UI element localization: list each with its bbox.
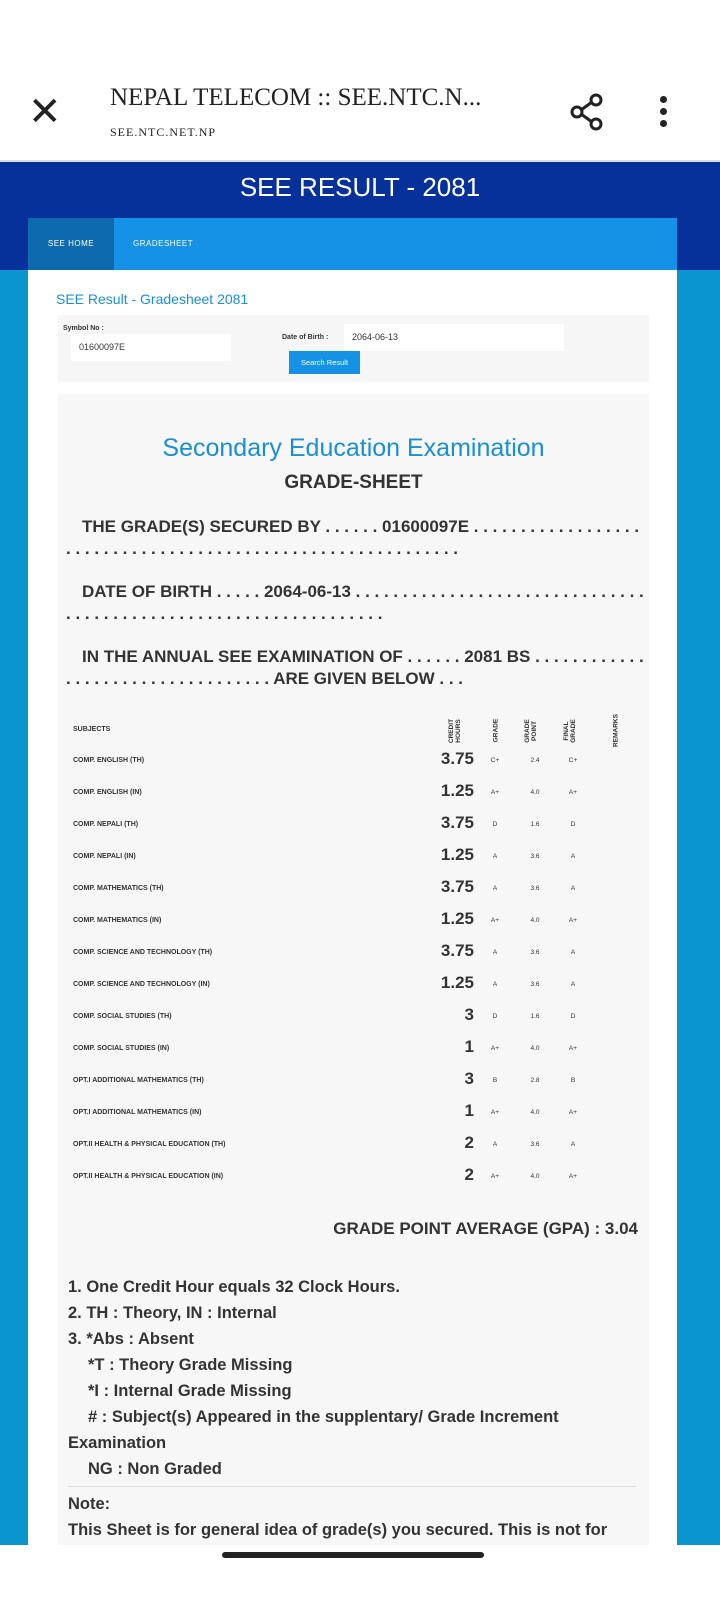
grade-point: 4.0: [530, 789, 540, 796]
final-grade: A: [570, 1141, 576, 1148]
grade-point: 4.0: [530, 1109, 540, 1116]
final-grade: B: [570, 1077, 576, 1084]
grade-point: 1.6: [530, 821, 540, 828]
subject-name: OPT.I ADDITIONAL MATHEMATICS (IN): [73, 1109, 202, 1116]
subject-name: COMP. SOCIAL STUDIES (TH): [73, 1013, 172, 1020]
grade: A: [492, 1141, 498, 1148]
table-row: [58, 778, 649, 810]
close-icon[interactable]: ✕: [28, 90, 62, 134]
note-text: This Sheet is for general idea of grade(s) you secured. This is not for: [68, 1521, 608, 1539]
page-title: NEPAL TELECOM :: SEE.NTC.N...: [110, 84, 482, 111]
grade-point: 4.0: [530, 1173, 540, 1180]
subject-name: COMP. MATHEMATICS (IN): [73, 917, 162, 924]
subject-name: COMP. MATHEMATICS (TH): [73, 885, 164, 892]
section-title: SEE Result - Gradesheet 2081: [56, 291, 249, 307]
grade: C+: [490, 757, 500, 764]
note-item: Examination: [68, 1434, 167, 1452]
secured-by-line: THE GRADE(S) SECURED BY . . . . . . 01600097E . . . . . . . . . . . . . . . . . . . . . . . . . . . . . . . . . . . . . . . . . . . . . . . . . . . . . . . . . . . .: [66, 517, 640, 558]
subject-name: COMP. SCIENCE AND TECHNOLOGY (IN): [73, 981, 210, 988]
final-grade: D: [570, 1013, 576, 1020]
subject-name: COMP. SCIENCE AND TECHNOLOGY (TH): [73, 949, 213, 956]
nav-bar: [28, 218, 677, 270]
table-row: [58, 906, 649, 938]
table-row: [58, 1162, 649, 1194]
subject-name: OPT.II HEALTH & PHYSICAL EDUCATION (TH): [73, 1141, 226, 1148]
nav-gradesheet[interactable]: GRADESHEET: [133, 239, 194, 248]
grade: A: [492, 981, 498, 988]
table-row: [58, 1034, 649, 1066]
symbol-input[interactable]: 01600097E: [71, 334, 231, 361]
credit-hours: 3.75: [440, 941, 474, 960]
subject-name: COMP. SOCIAL STUDIES (IN): [73, 1045, 170, 1052]
grade: B: [492, 1077, 498, 1084]
final-grade: A: [570, 853, 576, 860]
final-grade: A: [570, 885, 576, 892]
table-row: [58, 1066, 649, 1098]
grade: A+: [490, 1109, 500, 1116]
grade-point: 3.6: [530, 981, 540, 988]
subject-name: COMP. ENGLISH (TH): [73, 757, 145, 764]
symbol-label: Symbol No :: [63, 325, 104, 332]
table-row: [58, 1098, 649, 1130]
credit-hours: 2: [464, 1165, 474, 1184]
final-grade: A: [570, 949, 576, 956]
notes: [68, 1274, 628, 1482]
credit-hours: 1: [464, 1101, 474, 1120]
note-item: # : Subject(s) Appeared in the supplentary/ Grade Increment: [88, 1408, 559, 1426]
subject-name: OPT.II HEALTH & PHYSICAL EDUCATION (IN): [73, 1173, 224, 1180]
table-row: [58, 938, 649, 970]
final-grade: A+: [568, 789, 578, 796]
grade-point: 1.6: [530, 1013, 540, 1020]
subject-name: COMP. NEPALI (TH): [73, 821, 139, 828]
home-gesture-handle[interactable]: [222, 1552, 484, 1558]
grade: D: [492, 1013, 498, 1020]
gpa: GRADE POINT AVERAGE (GPA) : 3.04: [333, 1219, 638, 1238]
grade: D: [492, 821, 498, 828]
note-item: 1. One Credit Hour equals 32 Clock Hours.: [68, 1278, 400, 1296]
grade: A: [492, 949, 498, 956]
credit-hours: 3.75: [440, 749, 474, 768]
note-item: *T : Theory Grade Missing: [88, 1356, 293, 1374]
exam-line: IN THE ANNUAL SEE EXAMINATION OF . . . . . . 2081 BS . . . . . . . . . . . . . . . . . . . . . . . . . . . . . . . . . . ARE GIVEN BELOW . . .: [66, 647, 644, 688]
note-item: NG : Non Graded: [88, 1460, 222, 1478]
table-row: [58, 842, 649, 874]
final-grade: A+: [568, 1109, 578, 1116]
credit-hours: 3: [464, 1069, 474, 1088]
grade: A+: [490, 789, 500, 796]
more-options-icon[interactable]: [660, 96, 668, 132]
col-grade: GRADE: [492, 718, 500, 743]
table-row: [58, 1130, 649, 1162]
final-grade: D: [570, 821, 576, 828]
dob-input[interactable]: 2064-06-13: [344, 324, 564, 351]
grade-point: 3.6: [530, 1141, 540, 1148]
search-result-button[interactable]: Search Result: [289, 351, 360, 374]
page-url: SEE.NTC.NET.NP: [110, 125, 217, 139]
grade: A: [492, 853, 498, 860]
grade-point: 4.0: [530, 1045, 540, 1052]
note-item: 2. TH : Theory, IN : Internal: [68, 1304, 277, 1322]
credit-hours: 1.25: [440, 781, 474, 800]
subject-name: COMP. ENGLISH (IN): [73, 789, 142, 796]
col-remarks: REMARKS: [612, 714, 620, 747]
table-row: [58, 810, 649, 842]
gradesheet-heading: GRADE-SHEET: [284, 472, 423, 493]
dob-line: DATE OF BIRTH . . . . . 2064-06-13 . . . . . . . . . . . . . . . . . . . . . . . . . . . . . . . . . . . . . . . . . . . . . . . . . . . . . . . . . . . . . . . . .: [66, 582, 644, 623]
final-grade: A+: [568, 1045, 578, 1052]
col-final-grade: FINAL GRADE: [563, 719, 577, 743]
grade-point: 2.8: [530, 1077, 540, 1084]
grade-point: 3.6: [530, 885, 540, 892]
final-grade: A+: [568, 1173, 578, 1180]
note-title: Note:: [68, 1495, 111, 1513]
grade: A+: [490, 1045, 500, 1052]
credit-hours: 1.25: [440, 845, 474, 864]
credit-hours: 1.25: [440, 909, 474, 928]
nav-see-home[interactable]: SEE HOME: [28, 218, 114, 270]
grade: A: [492, 885, 498, 892]
grade-point: 3.6: [530, 949, 540, 956]
grade: A+: [490, 1173, 500, 1180]
share-icon[interactable]: [568, 92, 606, 132]
col-grade-point: GRADE POINT: [524, 719, 538, 743]
credit-hours: 3: [464, 1005, 474, 1024]
browser-app-bar: [0, 0, 720, 162]
subject-name: COMP. NEPALI (IN): [73, 853, 136, 860]
table-row: [58, 874, 649, 906]
grade: A+: [490, 917, 500, 924]
site-title: SEE RESULT - 2081: [239, 172, 481, 202]
note-section: [68, 1486, 636, 1543]
table-row: [58, 746, 649, 778]
grade-point: 4.0: [530, 917, 540, 924]
credit-hours: 3.75: [440, 813, 474, 832]
col-credit-hours: CREDIT HOURS: [448, 718, 462, 744]
final-grade: C+: [568, 757, 578, 764]
credit-hours: 1: [464, 1037, 474, 1056]
table-row: [58, 970, 649, 1002]
final-grade: A+: [568, 917, 578, 924]
grade-point: 3.6: [530, 853, 540, 860]
credit-hours: 3.75: [440, 877, 474, 896]
grade-point: 2.4: [530, 757, 540, 764]
dob-label: Date of Birth :: [282, 334, 329, 341]
subject-name: OPT.I ADDITIONAL MATHEMATICS (TH): [73, 1077, 204, 1084]
credit-hours: 1.25: [440, 973, 474, 992]
table-row: [58, 1002, 649, 1034]
final-grade: A: [570, 981, 576, 988]
exam-title: Secondary Education Examination: [162, 434, 545, 462]
note-item: *I : Internal Grade Missing: [88, 1382, 292, 1400]
credit-hours: 2: [464, 1133, 474, 1152]
col-subjects: SUBJECTS: [73, 726, 111, 733]
note-item: 3. *Abs : Absent: [68, 1330, 194, 1348]
